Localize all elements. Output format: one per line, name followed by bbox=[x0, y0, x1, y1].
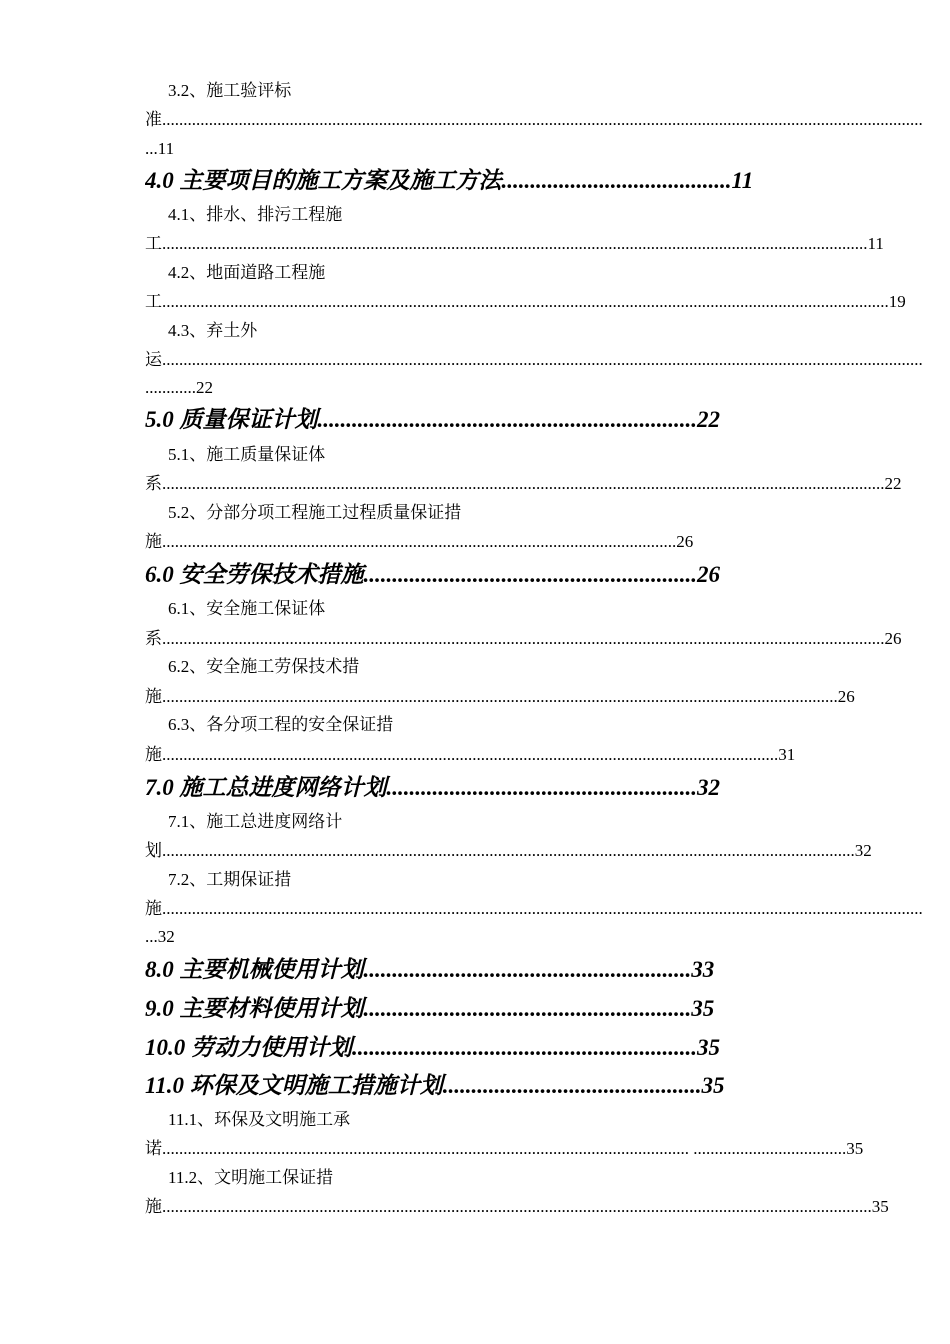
toc-entry-title: 4.2、地面道路工程施 bbox=[168, 263, 326, 282]
toc-page-number: 35 bbox=[871, 1197, 889, 1216]
toc-leader-dots: ................................................................................................................................................................................... bbox=[162, 899, 923, 918]
toc-leader-dots: ........................................ bbox=[501, 168, 732, 193]
toc-entry-title: ...11 bbox=[145, 139, 175, 158]
toc-entry-title: 8.0 主要机械使用计划 bbox=[145, 957, 364, 982]
toc-leader-dots: ............................................................ bbox=[352, 1035, 697, 1060]
toc-entry-title: 6.3、各分项工程的安全保证措 bbox=[168, 715, 394, 734]
toc-leader-dots: .................................................................. bbox=[317, 407, 697, 432]
toc-page-number: 32 bbox=[697, 775, 720, 800]
toc-leader-dots: ......................................................... bbox=[363, 996, 692, 1021]
toc-entry bbox=[168, 656, 359, 678]
toc-entry bbox=[168, 1109, 350, 1131]
toc-entry-title: 5.0 质量保证计划 bbox=[145, 407, 318, 432]
toc-entry bbox=[145, 233, 884, 255]
toc-entry bbox=[145, 531, 693, 553]
toc-entry-title: 工 bbox=[145, 292, 162, 311]
toc-page-number: 26 bbox=[697, 562, 720, 587]
toc-entry-title: 5.1、施工质量保证体 bbox=[168, 445, 326, 464]
toc-entry bbox=[168, 502, 461, 524]
toc-leader-dots: ............................................................................................................................ .................................... bbox=[162, 1139, 847, 1158]
toc-entry-title: 施 bbox=[145, 687, 162, 706]
toc-leader-dots: ................................................................................................................................................................... bbox=[162, 841, 855, 860]
toc-leader-dots: ......................................................................................................................... bbox=[162, 532, 677, 551]
toc-entry bbox=[145, 377, 213, 399]
toc-entry-title: 7.0 施工总进度网络计划 bbox=[145, 775, 387, 800]
toc-entry bbox=[145, 926, 175, 948]
toc-entry bbox=[145, 628, 902, 650]
toc-page-number: 35 bbox=[691, 996, 715, 1021]
toc-chapter-entry bbox=[145, 560, 837, 590]
toc-leader-dots: .......................................................................................................................................................................... bbox=[162, 629, 885, 648]
toc-entry bbox=[145, 349, 923, 371]
toc-chapter-entry bbox=[145, 405, 837, 435]
toc-entry bbox=[168, 598, 325, 620]
toc-leader-dots: ................................................................................................................................................. bbox=[162, 745, 779, 764]
toc-page-number: 35 bbox=[846, 1139, 864, 1158]
toc-leader-dots: ................................................................................................................................................................................... bbox=[162, 110, 923, 129]
toc-chapter-entry bbox=[145, 994, 837, 1024]
toc-entry bbox=[145, 1138, 863, 1160]
toc-leader-dots: ......................................................... bbox=[363, 957, 692, 982]
toc-entry-title: 系 bbox=[145, 474, 162, 493]
toc-chapter-entry bbox=[145, 1033, 837, 1063]
toc-entry-title: 准 bbox=[145, 110, 162, 129]
toc-page-number: 26 bbox=[884, 629, 902, 648]
toc-entry-title: 11.2、文明施工保证措 bbox=[168, 1168, 334, 1187]
toc-entry bbox=[145, 291, 906, 313]
toc-leader-dots: ............ bbox=[145, 378, 196, 397]
toc-page-number: 32 bbox=[854, 841, 872, 860]
toc-entry-title: 4.1、排水、排污工程施 bbox=[168, 205, 343, 224]
toc-page-number: 11 bbox=[867, 234, 884, 253]
toc-entry bbox=[145, 138, 174, 160]
toc-leader-dots: ................................................................................................................................................................................... bbox=[162, 350, 923, 369]
toc-leader-dots: .......................................................................................................................................................................... bbox=[162, 474, 885, 493]
toc-entry-title: 11.0 环保及文明施工措施计划 bbox=[145, 1073, 443, 1098]
toc-entry bbox=[168, 204, 342, 226]
toc-entry-title: 10.0 劳动力使用计划 bbox=[145, 1035, 352, 1060]
toc-page-number: 35 bbox=[697, 1035, 720, 1060]
toc-page-number: 22 bbox=[884, 474, 902, 493]
toc-entry bbox=[168, 1167, 333, 1189]
toc-leader-dots: ....................................................................................................................................................................... bbox=[162, 1197, 872, 1216]
toc-entry-title: 4.0 主要项目的施工方案及施工方法 bbox=[145, 168, 502, 193]
toc-entry bbox=[145, 898, 923, 920]
toc-entry-title: 3.2、施工验评标 bbox=[168, 81, 292, 100]
toc-entry-title: 9.0 主要材料使用计划 bbox=[145, 996, 364, 1021]
toc-entry bbox=[168, 444, 325, 466]
toc-page-number: 33 bbox=[691, 957, 715, 982]
toc-leader-dots: ...................................................... bbox=[386, 775, 697, 800]
toc-entry bbox=[145, 840, 872, 862]
toc-entry bbox=[145, 1196, 889, 1218]
toc-page-number: 22 bbox=[697, 407, 720, 432]
toc-entry-title: 5.2、分部分项工程施工过程质量保证措 bbox=[168, 503, 462, 522]
toc-entry bbox=[145, 686, 855, 708]
toc-entry-title: 运 bbox=[145, 350, 162, 369]
toc-entry-title: 诺 bbox=[145, 1139, 162, 1158]
toc-page-number: 26 bbox=[837, 687, 855, 706]
toc-entry-title: 6.1、安全施工保证体 bbox=[168, 599, 326, 618]
toc-leader-dots: ............................................. bbox=[442, 1073, 702, 1098]
toc-entry bbox=[168, 811, 342, 833]
toc-entry-title: 系 bbox=[145, 629, 162, 648]
toc-entry bbox=[168, 262, 325, 284]
toc-page-number: 11 bbox=[731, 168, 754, 193]
toc-entry bbox=[145, 744, 795, 766]
toc-page-number: 22 bbox=[196, 378, 213, 397]
toc-leader-dots: ...................................................................................................................................................................... bbox=[162, 234, 868, 253]
toc-entry bbox=[145, 109, 923, 131]
toc-entry bbox=[145, 473, 902, 495]
toc-chapter-entry bbox=[145, 955, 837, 985]
toc-entry-title: 施 bbox=[145, 899, 162, 918]
toc-entry-title: 4.3、弃土外 bbox=[168, 321, 258, 340]
toc-chapter-entry bbox=[145, 166, 837, 196]
toc-page-number: 26 bbox=[676, 532, 694, 551]
toc-page-number: 35 bbox=[701, 1073, 725, 1098]
toc-entry bbox=[168, 320, 257, 342]
toc-entry-title: ...32 bbox=[145, 927, 175, 946]
toc-chapter-entry bbox=[145, 773, 837, 803]
toc-chapter-entry bbox=[145, 1071, 837, 1101]
toc-entry-title: 工 bbox=[145, 234, 162, 253]
toc-entry-title: 施 bbox=[145, 532, 162, 551]
toc-page-number: 19 bbox=[888, 292, 906, 311]
toc-leader-dots: ............................................................................................................................................................... bbox=[162, 687, 838, 706]
toc-page-number: 31 bbox=[778, 745, 796, 764]
toc-entry bbox=[168, 869, 291, 891]
toc-entry-title: 7.2、工期保证措 bbox=[168, 870, 292, 889]
toc-leader-dots: .......................................................... bbox=[363, 562, 697, 587]
toc-entry-title: 施 bbox=[145, 1197, 162, 1216]
toc-entry-title: 划 bbox=[145, 841, 162, 860]
toc-leader-dots: ........................................................................................................................................................................... bbox=[162, 292, 889, 311]
toc-entry-title: 施 bbox=[145, 745, 162, 764]
toc-entry bbox=[168, 714, 393, 736]
toc-entry-title: 7.1、施工总进度网络计 bbox=[168, 812, 343, 831]
toc-entry bbox=[168, 80, 291, 102]
toc-entry-title: 11.1、环保及文明施工承 bbox=[168, 1110, 351, 1129]
toc-entry-title: 6.2、安全施工劳保技术措 bbox=[168, 657, 360, 676]
toc-entry-title: 6.0 安全劳保技术措施 bbox=[145, 562, 364, 587]
